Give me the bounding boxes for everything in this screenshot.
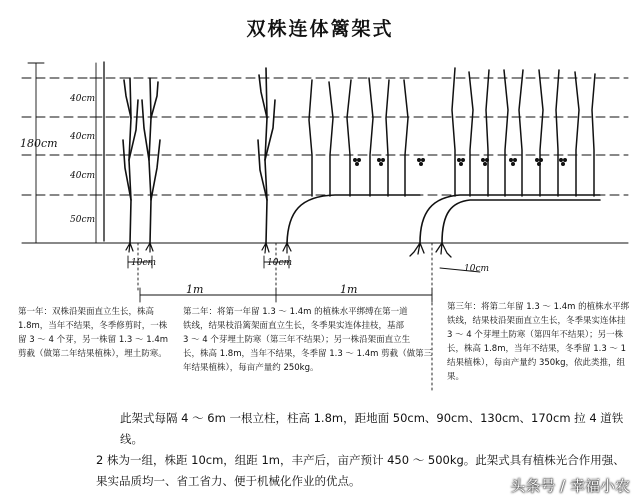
- summary-line: 果实品质均一、省工省力、便于机械化作业的优点。: [96, 474, 361, 488]
- note-line: 长，株高 1.8m，当年不结果，冬季留 1.3 ～ 1.4m 剪截（做第三: [183, 349, 433, 359]
- note-line: 第二年：将第一年留 1.3 ～ 1.4m 的植株水平绑缚在第一道: [183, 307, 408, 317]
- year1-plants: [123, 78, 160, 243]
- note-line: 长，株高 1.8m，当年不结果，冬季留 1.3 ～ 1: [447, 344, 627, 354]
- wire-gap-label: 50cm: [70, 215, 96, 225]
- year2-roots: [262, 243, 291, 253]
- wire-gap-label: 40cm: [70, 94, 96, 104]
- watermark: 头条号 / 幸福小农: [510, 477, 630, 495]
- year3-upright-shoots: [452, 68, 595, 196]
- summary-line: 此架式每隔 4 ～ 6m 一根立柱，柱高 1.8m，距地面 50cm、90cm、130cm、170cm 拉 4 道铁线。: [120, 411, 624, 446]
- year1-roots: [126, 243, 153, 252]
- year3-roots: [410, 243, 451, 257]
- year2-grape-clusters: [353, 158, 425, 166]
- year2-upright-shoots: [309, 78, 408, 196]
- row-gap-label: 1m: [340, 283, 358, 296]
- year1-note: [18, 305, 178, 361]
- year3-note: [447, 300, 640, 384]
- note-line: 留 3 ～ 4 个芽，另一株留 1.3 ～ 1.4m: [18, 335, 169, 345]
- year2-note: [183, 305, 433, 375]
- year3-grape-clusters: [457, 158, 567, 166]
- plant-spacing-dims: [128, 256, 480, 272]
- note-line: 3 ～ 4 个芽埋土防寒（第四年不结果）；另一株: [447, 330, 624, 340]
- trellis-wires: [22, 78, 628, 195]
- height-total-label: 180cm: [20, 137, 58, 150]
- plant-gap-label: 10cm: [464, 264, 490, 274]
- note-line: 1.8m，当年不结果，冬季修剪时，一株: [18, 321, 168, 331]
- plant-gap-label: 10cm: [267, 258, 293, 268]
- wire-gap-label: 40cm: [70, 171, 96, 181]
- figure-title: 双株连体篱架式: [246, 18, 394, 40]
- plant-gap-label: 10cm: [131, 258, 157, 268]
- note-line: 3 ～ 4 个芽埋土防寒（第三年不结果）；另一株沿架面直立生: [183, 335, 411, 345]
- year3-plants: [420, 195, 600, 243]
- note-line: 铁线，结果枝沿架面直立生长，冬季果实连体挂: [447, 316, 626, 326]
- note-line: 第一年：双株沿架面直立生长，株高: [18, 307, 155, 317]
- summary-line: 2 株为一组，株距 10cm，组距 1m，丰产后，亩产预计 450 ～ 500kg。此架式具有植株光合作用强、: [96, 453, 625, 467]
- note-line: 结果植株），每亩产量约 350kg，依此类推，组: [447, 358, 625, 368]
- note-line: 果。: [447, 372, 465, 382]
- note-line: 第三年：将第二年留 1.3 ～ 1.4m 的植株水平绑: [447, 302, 630, 312]
- row-gap-label: 1m: [186, 283, 204, 296]
- note-line: 铁线，结果枝沿篱架面直立生长，冬季果实连体挂枝，基部: [183, 321, 405, 331]
- note-line: 剪截（做第二年结果植株），埋土防寒。: [18, 349, 167, 359]
- wire-gap-label: 40cm: [70, 132, 96, 142]
- note-line: 年结果植株），每亩产量约 250kg。: [183, 363, 319, 373]
